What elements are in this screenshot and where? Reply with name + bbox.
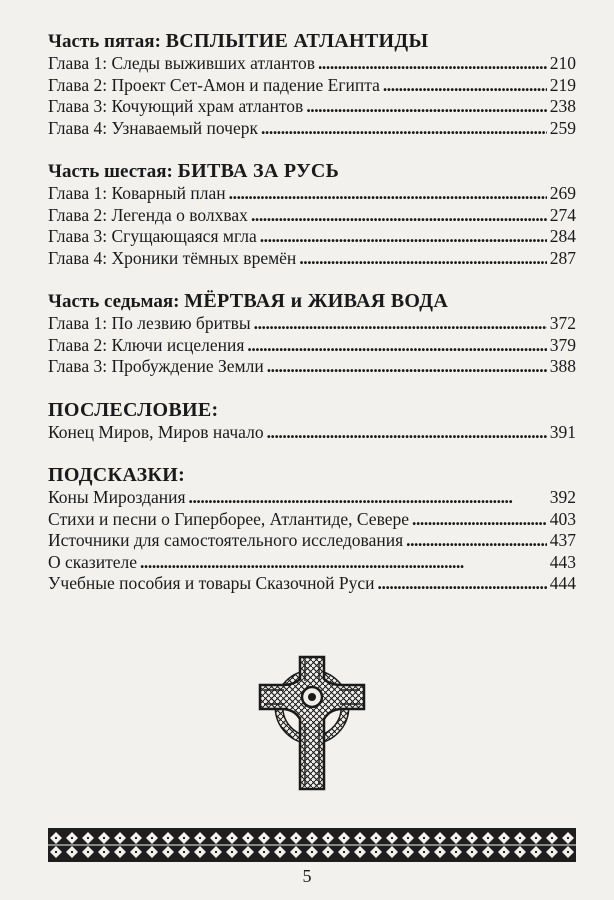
toc-entry: Глава 4: Хроники тёмных времён . . . 287 — [48, 248, 576, 270]
toc-entry: Глава 4: Узнаваемый почерк . . . 259 — [48, 118, 576, 140]
toc-entry: Конец Миров, Миров начало . . . 391 — [48, 422, 576, 444]
ornamental-border — [48, 828, 576, 862]
hints-heading: ПОДСКАЗКИ: — [48, 464, 186, 486]
table-of-contents — [48, 30, 576, 595]
toc-entry: О сказителе . . . 443 — [48, 552, 576, 574]
toc-entry: Глава 3: Сгущающаяся мгла . . . 284 — [48, 226, 576, 248]
toc-entry: Коны Мироздания . . . 392 — [48, 487, 576, 509]
toc-entry: Глава 1: По лезвию бритвы . . . 372 — [48, 313, 576, 335]
toc-entry: Глава 2: Ключи исцеления . . . 379 — [48, 335, 576, 357]
afterword-heading: ПОСЛЕСЛОВИЕ: — [48, 398, 219, 421]
toc-entry: Глава 2: Легенда о волхвах . . . 274 — [48, 205, 576, 227]
toc-entry: Глава 3: Пробуждение Земли . . . 388 — [48, 356, 576, 378]
page-number: 5 — [302, 866, 312, 886]
toc-entry: Учебные пособия и товары Сказочной Руси . . . 444 — [48, 573, 576, 595]
toc-entry: Стихи и песни о Гиперборее, Атлантиде, Севере . . . 403 — [48, 509, 576, 531]
part-heading: Часть пятая: ВСПЛЫТИЕ АТЛАНТИДЫ — [48, 30, 429, 52]
celtic-cross-icon — [258, 655, 366, 793]
part-heading: Часть шестая: БИТВА ЗА РУСЬ — [48, 160, 340, 182]
toc-entry: Глава 1: Коварный план . . . 269 — [48, 183, 576, 205]
part-heading: Часть седьмая: МЁРТВАЯ и ЖИВАЯ ВОДА — [48, 290, 449, 312]
toc-entry: Глава 3: Кочующий храм атлантов . . . 238 — [48, 96, 576, 118]
toc-entry: Источники для самостоятельного исследования . . . 437 — [48, 530, 576, 552]
toc-entry: Глава 2: Проект Сет-Амон и падение Египта . . . 219 — [48, 75, 576, 97]
toc-entry: Глава 1: Следы выживших атлантов . . . 210 — [48, 53, 576, 75]
